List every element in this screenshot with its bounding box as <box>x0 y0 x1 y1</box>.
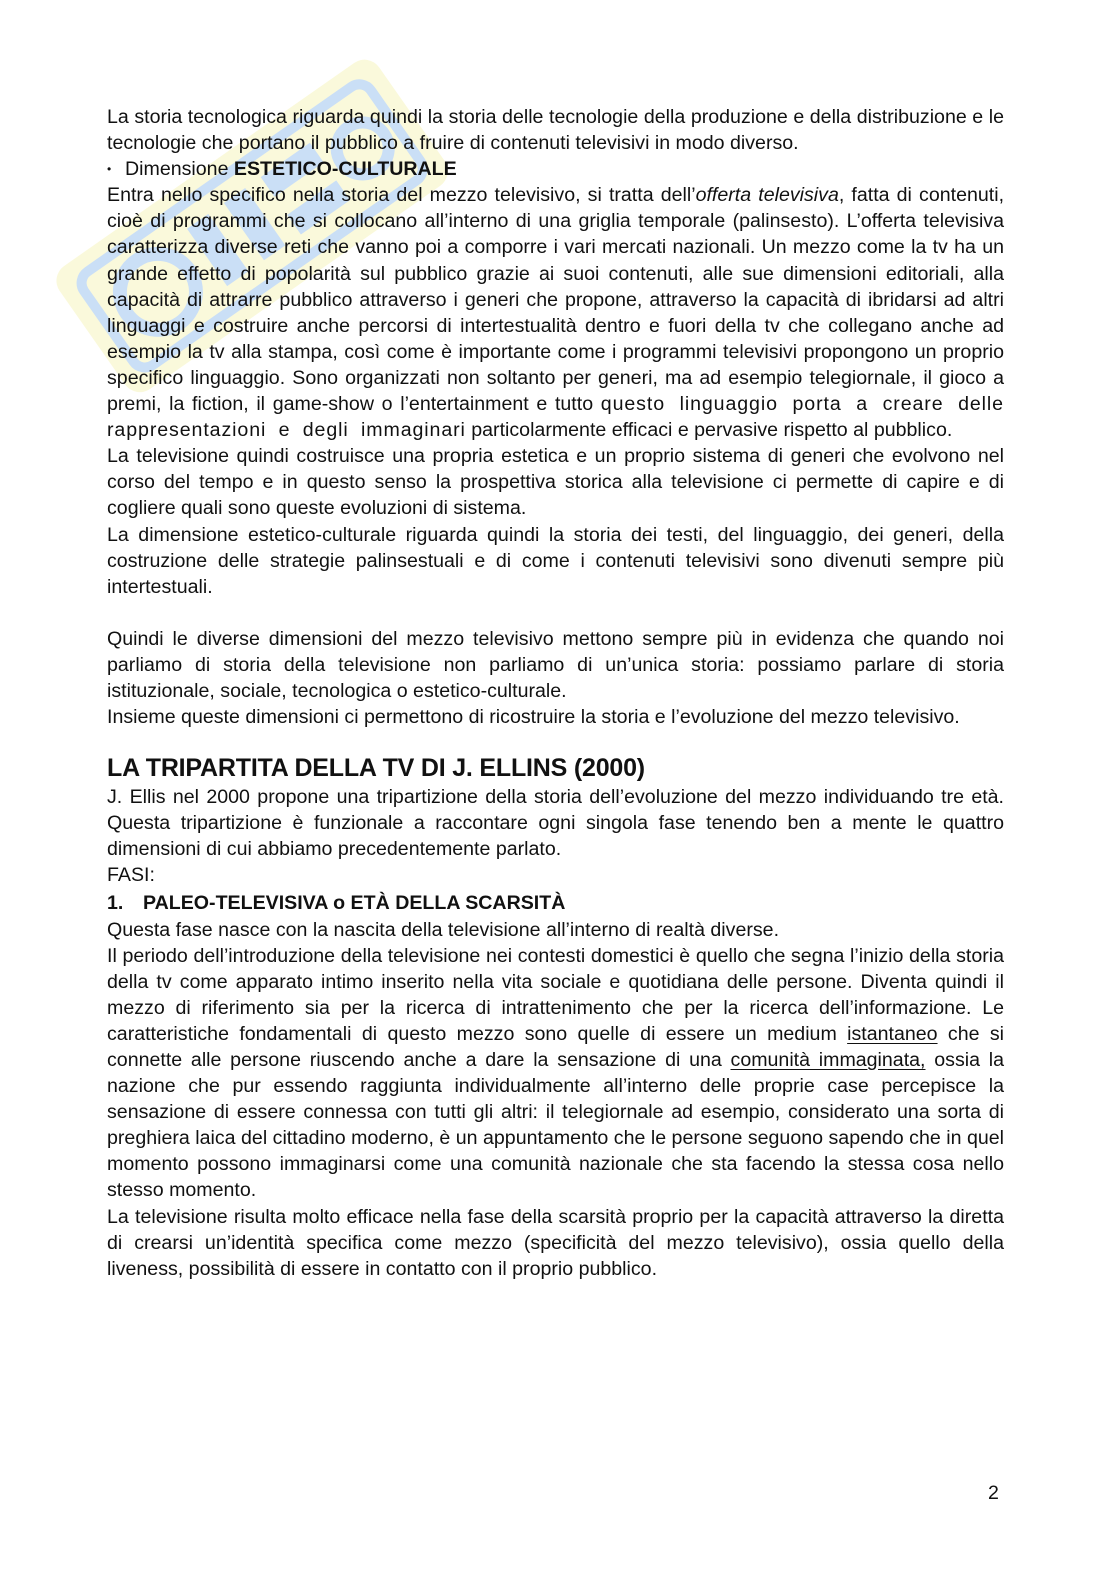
phase-title: PALEO-TELEVISIVA o ETÀ DELLA SCARSITÀ <box>143 891 566 914</box>
phase-number: 1. <box>107 891 124 914</box>
bullet-dot-icon: • <box>107 162 112 177</box>
text-run: , fatta di contenuti, cioè di programmi che si collocano all’interno di una griglia temporale (palinsesto). L’offerta televisiva caratterizza diverse reti che vanno poi a comporre i vari mercati nazionali. Un mezzo come la tv ha un grande effetto di popolarità sul pubblico grazie ai suoi contenuti, alle sue dimensioni editoriali, alla capacità di attrarre pubblico attraverso i generi che propone, attraverso la capacità di ibridarsi ad altri linguaggi e costruire anche percorsi di intertestualità dentro e fuori della tv che collegano anche ad esempio la tv alla stampa, così come è importante come i programmi televisivi propongono un proprio specifico linguaggio. Sono organizzati non soltanto per generi, ma ad esempio telegiornale, il gioco a premi, la fiction, il game-show o l’entertainment e tutto <box>107 184 1005 416</box>
emphasis-offerta-televisiva: offerta televisiva <box>695 184 839 207</box>
text-run: che si connette alle persone riuscendo anche a dare la sensazione di una <box>107 1022 1004 1071</box>
paragraph-scarsita: La televisione risulta molto efficace nella fase della scarsità proprio per la capacità attraverso la diretta di crearsi un’identità specifica come mezzo (specificità del mezzo televisivo), ossia quello della liveness, possibilità di essere in contatto con il proprio pubblico. <box>107 1205 1004 1280</box>
phase-heading <box>107 889 1004 917</box>
paragraph-periodo <box>107 943 1004 1204</box>
underlined-istantaneo: istantaneo <box>847 1022 938 1045</box>
bullet-item <box>107 156 1004 182</box>
paragraph-ellis: J. Ellis nel 2000 propone una tripartizione della storia dell’evoluzione del mezzo individuando tre età. Questa tripartizione è funzionale a raccontare ogni singola fase tenendo ben a mente le quattro dimensioni di cui abbiamo precedentemente parlato. <box>107 786 1004 861</box>
bullet-label: ESTETICO-CULTURALE <box>233 158 457 181</box>
text-run-wide: questo linguaggio porta a creare delle rappresentazioni e degli immaginari <box>107 393 1004 442</box>
text-run: Il periodo dell’introduzione della televisione nei contesti domestici è quello che segna l’inizio della storia della tv come apparato intimo inserito nella vita sociale e quotidiana delle persone. Diventa quindi il mezzo di riferimento sia per la ricerca di intrattenimento che per la ricerca dell’informazione. Le caratteristiche fondamentali di questo mezzo sono quelle di essere un medium <box>107 944 1004 1045</box>
spacer <box>107 600 1004 626</box>
paragraph-dimensioni: Quindi le diverse dimensioni del mezzo televisivo mettono sempre più in evidenza che quando noi parliamo di storia della televisione non parliamo di un’unica storia: possiamo parlare di storia istituzionale, sociale, tecnologica o estetico-culturale. <box>107 627 1004 702</box>
paragraph-estetica: La televisione quindi costruisce una propria estetica e un proprio sistema di generi che evolvono nel corso del tempo e in questo senso la prospettiva storica alla televisione ci permette di capire e di cogliere quali sono queste evoluzioni di sistema. <box>107 445 1004 520</box>
bullet-prefix: Dimensione <box>125 158 234 181</box>
text-run: Entra nello specifico nella storia del mezzo televisivo, si tratta dell’ <box>107 184 696 207</box>
document-page <box>107 104 1004 1282</box>
underlined-comunita-immaginata: comunità immaginata, <box>730 1049 926 1071</box>
paragraph-nascita: Questa fase nasce con la nascita della televisione all’interno di realtà diverse. <box>107 918 780 941</box>
paragraph-offerta <box>107 182 1004 443</box>
text-run: ossia la nazione che pur essendo raggiunta individualmente all’interno delle proprie case percepisce la sensazione di essere connessa con tutti gli altri: il telegiornale ad esempio, considerato una sorta di preghiera laica del cittadino moderno, è un appuntamento che le persone seguono sapendo che in quel momento possono immaginarsi come una comunità nazionale che sta facendo la stessa cosa nello stesso momento. <box>107 1049 1004 1202</box>
section-title: LA TRIPARTITA DELLA TV DI J. ELLINS (2000) <box>107 754 645 783</box>
paragraph-insieme: Insieme queste dimensioni ci permettono di ricostruire la storia e l’evoluzione del mezzo televisivo. <box>107 706 960 729</box>
text-run: particolarmente efficaci e pervasive rispetto al pubblico. <box>465 419 953 442</box>
paragraph-dimensione: La dimensione estetico-culturale riguarda quindi la storia dei testi, del linguaggio, dei generi, della costruzione delle strategie palinsestuali e di come i contenuti televisivi sono divenuti sempre più intertestuali. <box>107 523 1004 598</box>
paragraph-intro: La storia tecnologica riguarda quindi la storia delle tecnologie della produzione e della distribuzione e le tecnologie che portano il pubblico a fruire di contenuti televisivi in modo diverso. <box>107 106 1004 155</box>
fasi-label: FASI: <box>107 864 155 887</box>
page-number: 2 <box>988 1482 999 1504</box>
